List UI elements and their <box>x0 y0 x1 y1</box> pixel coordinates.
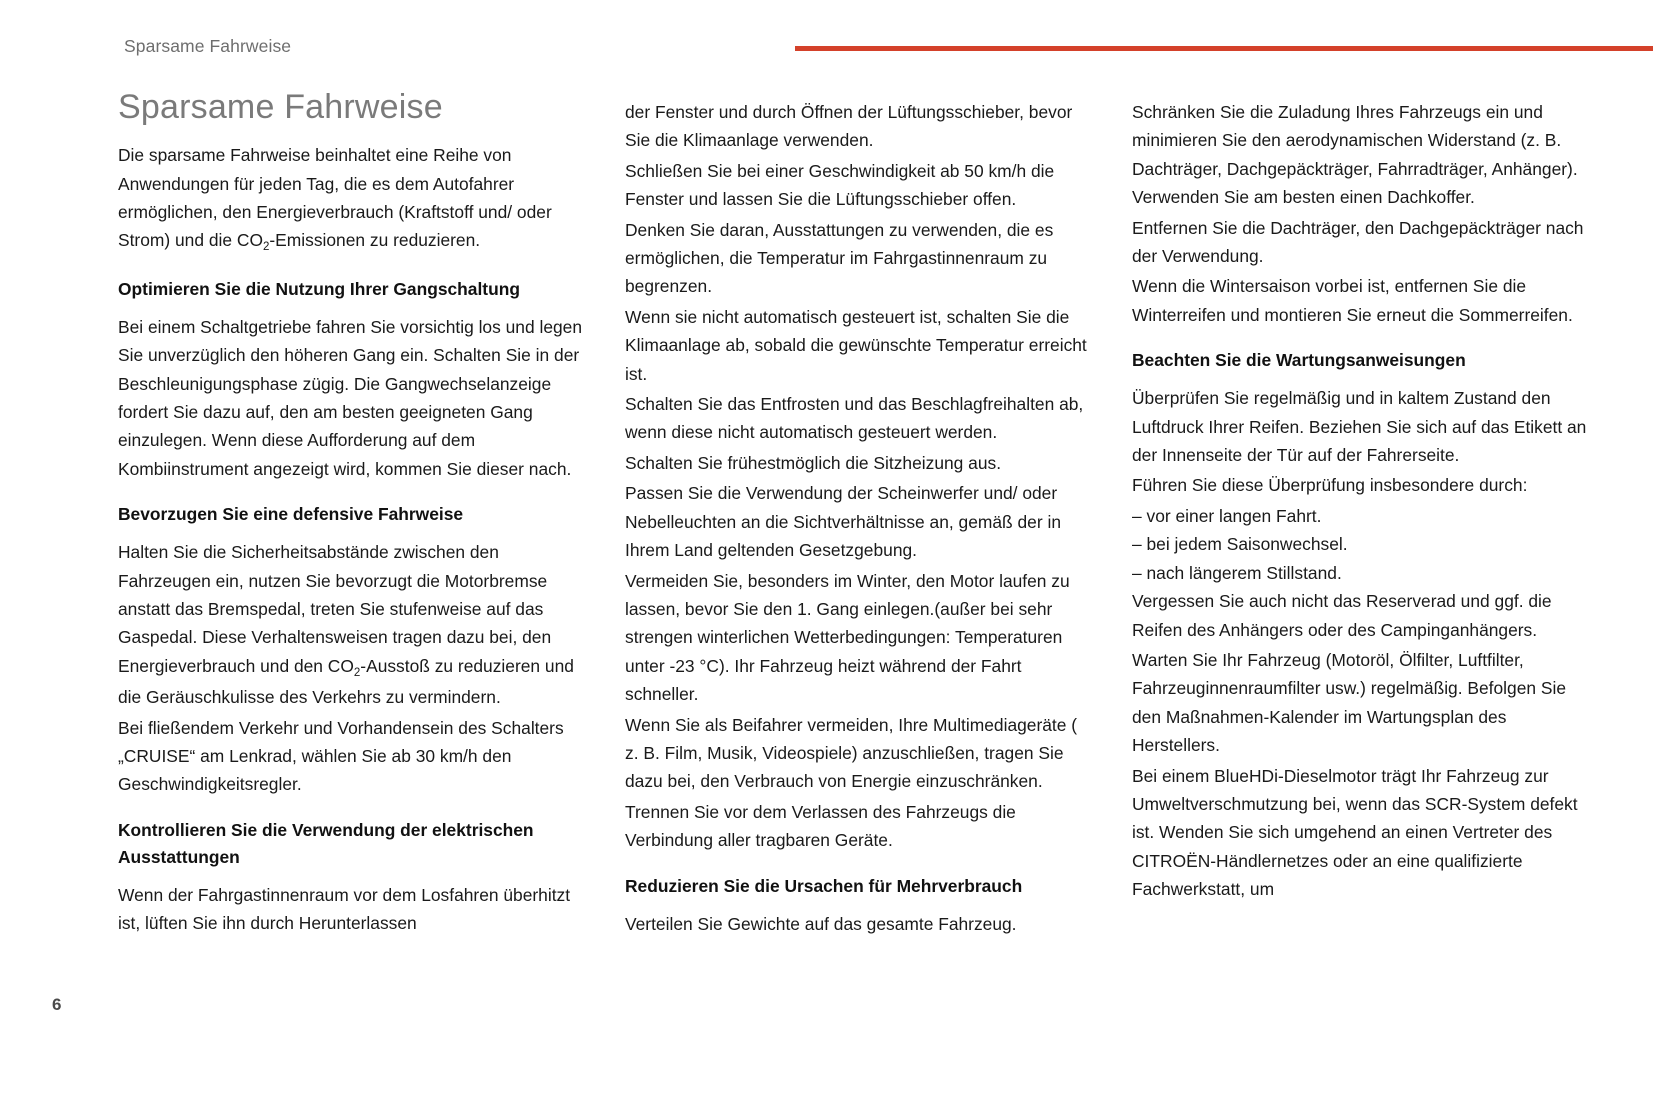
list-item: – nach längerem Stillstand. <box>1132 562 1342 583</box>
paragraph-dachtraeger-entfernen: Entfernen Sie die Dachträger, den Dachgepäckträger nach der Verwendung. <box>1132 217 1584 267</box>
paragraph-ausstattungen-temperatur: Denken Sie daran, Ausstattungen zu verwenden, die es ermöglichen, die Temperatur im Fahrgastinnenraum zu begrenzen. <box>625 219 1054 297</box>
paragraph-bluehdi: Bei einem BlueHDi-Dieselmotor trägt Ihr Fahrzeug zur Umweltverschmutzung bei, wenn das SCR-System defekt ist. Wenden Sie sich umgehend an einen Vertreter des CITROËN-Händlernetzes oder an eine qualifizierte Fachwerkstatt, um <box>1132 765 1578 900</box>
paragraph-tragbare-geraete: Trennen Sie vor dem Verlassen des Fahrzeugs die Verbindung aller tragbaren Geräte. <box>625 801 1016 851</box>
heading-elektrische-ausstattungen: Kontrollieren Sie die Verwendung der elektrischen Ausstattungen <box>118 819 534 867</box>
paragraph-gewichte: Verteilen Sie Gewichte auf das gesamte Fahrzeug. <box>625 913 1017 934</box>
list-item: – vor einer langen Fahrt. <box>1132 505 1322 526</box>
intro-text: Die sparsame Fahrweise beinhaltet eine Reihe von Anwendungen für jeden Tag, die es dem Autofahrer ermöglichen, den Energieverbrauch (Kraftstoff und/ oder Strom) und die CO <box>118 145 552 251</box>
page-title: Sparsame Fahrweise <box>118 88 443 126</box>
paragraph-text-end: -Ausstoß zu reduzieren und die Geräuschkulisse des Verkehrs zu vermindern. <box>118 655 574 708</box>
paragraph-motor-winter: Vermeiden Sie, besonders im Winter, den Motor laufen zu lassen, bevor Sie den 1. Gang einlegen.(außer bei sehr strengen winterlichen Wetterbedingungen: Temperaturen unter -23 °C). Ihr Fahrzeug heizt während der Fahrt schneller. <box>625 570 1070 705</box>
header-rule <box>795 46 1653 51</box>
paragraph-scheinwerfer: Passen Sie die Verwendung der Scheinwerfer und/ oder Nebelleuchten an die Sichtverhältnisse an, gemäß der in Ihrem Land geltenden Gesetzgebung. <box>625 483 1061 561</box>
running-header-title: Sparsame Fahrweise <box>124 36 292 56</box>
co2-subscript: 2 <box>262 241 270 254</box>
intro-text-end: -Emissionen zu reduzieren. <box>269 230 481 251</box>
paragraph-schaltgetriebe: Bei einem Schaltgetriebe fahren Sie vorsichtig los und legen Sie unverzüglich den höheren Gang ein. Schalten Sie in der Beschleunigungsphase zügig. Die Gangwechselanzeige fordert Sie dazu auf, den am besten geeigneten Gang einzulegen. Wenn diese Aufforderung auf dem Kombiinstrument angezeigt wird, kommen Sie dieser nach. <box>118 316 583 479</box>
paragraph-wartung: Warten Sie Ihr Fahrzeug (Motoröl, Ölfilter, Luftfilter, Fahrzeuginnenraumfilter usw.) regelmäßig. Befolgen Sie den Maßnahmen-Kalender im Wartungsplan des Herstellers. <box>1132 649 1567 756</box>
paragraph-fahrgastinnenraum: Wenn der Fahrgastinnenraum vor dem Losfahren überhitzt ist, lüften Sie ihn durch Herunterlassen <box>118 884 571 934</box>
heading-mehrverbrauch: Reduzieren Sie die Ursachen für Mehrverbrauch <box>625 875 1023 896</box>
intro-paragraph <box>118 141 583 258</box>
paragraph-reserverad: Vergessen Sie auch nicht das Reserverad und ggf. die Reifen des Anhängers oder des Campinganhängers. <box>1132 591 1552 640</box>
paragraph-zuladung: Schränken Sie die Zuladung Ihres Fahrzeugs ein und minimieren Sie den aerodynamischen Widerstand (z. B. Dachträger, Dachgepäckträger, Fahrradträger, Anhänger). Verwenden Sie am besten einen Dachkoffer. <box>1132 102 1578 208</box>
paragraph-multimedia: Wenn Sie als Beifahrer vermeiden, Ihre Multimediageräte ( z. B. Film, Musik, Videospiele) anzuschließen, tragen Sie dazu bei, den Verbrauch von Energie einzuschränken. <box>625 714 1078 792</box>
paragraph-luftdruck: Überprüfen Sie regelmäßig und in kaltem Zustand den Luftdruck Ihrer Reifen. Beziehen Sie sich auf das Etikett an der Innenseite der Tür auf der Fahrerseite. <box>1132 388 1587 466</box>
paragraph-cruise: Bei fließendem Verkehr und Vorhandensein des Schalters „CRUISE“ am Lenkrad, wählen Sie ab 30 km/h den Geschwindigkeitsregler. <box>118 717 564 795</box>
text-column-2 <box>625 88 1090 940</box>
paragraph-fenster-lueftung: der Fenster und durch Öffnen der Lüftungsschieber, bevor Sie die Klimaanlage verwenden. <box>625 102 1073 151</box>
paragraph-ueberpruefung-intro: Führen Sie diese Überprüfung insbesondere durch: <box>1132 475 1528 496</box>
heading-defensive-fahrweise: Bevorzugen Sie eine defensive Fahrweise <box>118 504 464 525</box>
page-header <box>0 36 1653 62</box>
paragraph-geschwindigkeit-50: Schließen Sie bei einer Geschwindigkeit ab 50 km/h die Fenster und lassen Sie die Lüftungsschieber offen. <box>625 160 1055 210</box>
paragraph-winterreifen: Wenn die Wintersaison vorbei ist, entfernen Sie die Winterreifen und montieren Sie erneut die Sommerreifen. <box>1132 276 1573 325</box>
list-item: – bei jedem Saisonwechsel. <box>1132 534 1348 555</box>
heading-optimieren-gangschaltung: Optimieren Sie die Nutzung Ihrer Gangschaltung <box>118 278 520 299</box>
co2-subscript-2: 2 <box>353 666 361 679</box>
checklist <box>1132 502 1597 587</box>
paragraph-entfrosten: Schalten Sie das Entfrosten und das Beschlagfreihalten ab, wenn diese nicht automatisch gesteuert werden. <box>625 394 1084 443</box>
paragraph-sitzheizung: Schalten Sie frühestmöglich die Sitzheizung aus. <box>625 452 1002 473</box>
paragraph-klimaanlage: Wenn sie nicht automatisch gesteuert ist, schalten Sie die Klimaanlage ab, sobald die gewünschte Temperatur erreicht ist. <box>625 306 1087 384</box>
heading-wartungsanweisungen: Beachten Sie die Wartungsanweisungen <box>1132 350 1466 371</box>
paragraph-sicherheitsabstaende <box>118 538 583 711</box>
column-layout <box>118 88 1598 940</box>
text-column-1 <box>118 88 583 940</box>
text-column-3 <box>1132 88 1597 940</box>
paragraph-text: Halten Sie die Sicherheitsabstände zwischen den Fahrzeugen ein, nutzen Sie bevorzugt die Motorbremse anstatt das Bremspedal, treten Sie stufenweise auf das Gaspedal. Diese Verhaltensweisen tragen dazu bei, den Energieverbrauch und den CO <box>118 542 552 676</box>
page-number: 6 <box>52 995 62 1014</box>
